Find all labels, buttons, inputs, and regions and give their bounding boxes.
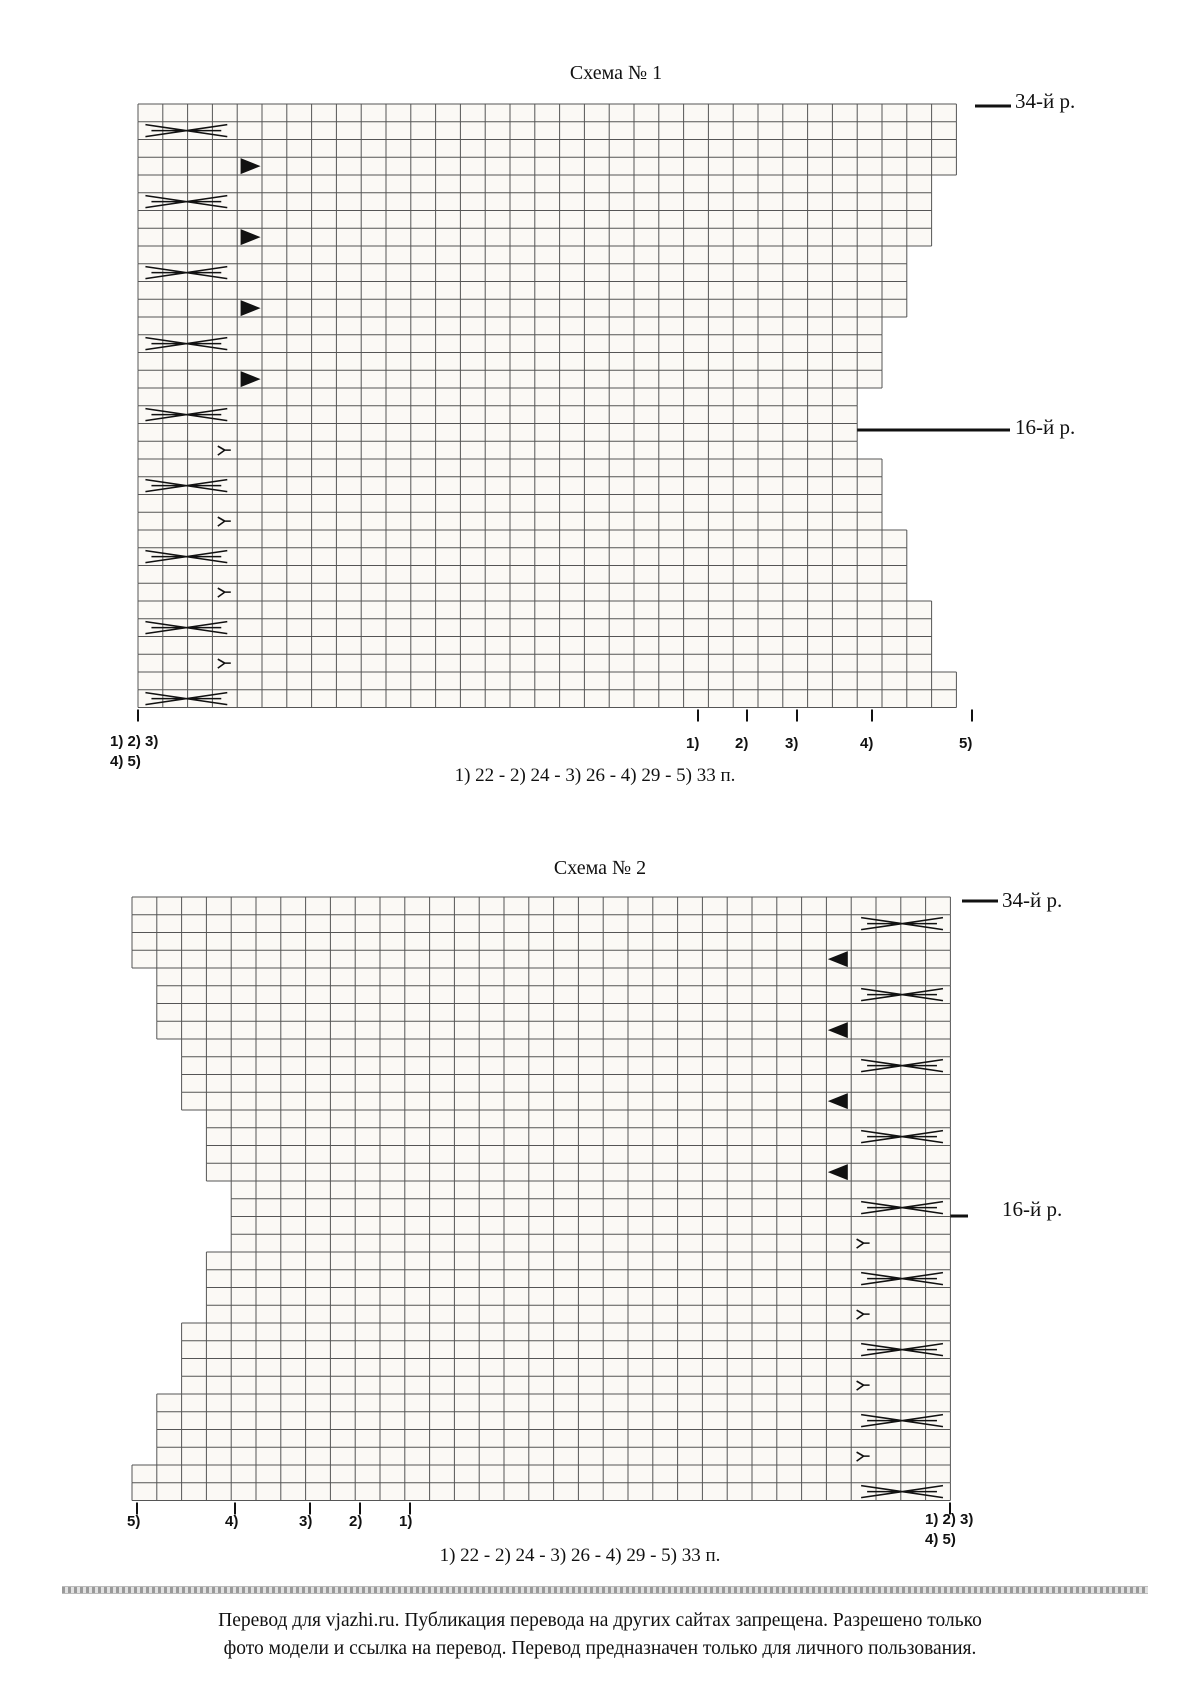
chart-1-size-mark-5: 5) <box>959 735 973 752</box>
chart-1-row-15 <box>138 441 857 459</box>
chart-1-row-18 <box>138 388 857 406</box>
chart-2-top-row-label: 34-й р. <box>1002 888 1063 912</box>
footer-line-1: Перевод для vjazhi.ru. Публикация перевода на других сайтах запрещена. Разрешено только <box>218 1610 982 1631</box>
chart-2-row-17 <box>231 1199 950 1217</box>
chart-2-row-16 <box>231 1217 950 1235</box>
chart-2-row-26 <box>182 1039 951 1057</box>
chart-1-row-31 <box>138 157 956 175</box>
chart-2-corner-marks-line1: 1) 2) 3) <box>925 1511 974 1528</box>
chart-2-row-33 <box>132 915 950 933</box>
chart-1-row-7 <box>138 583 907 601</box>
footer-divider <box>62 1586 1148 1594</box>
chart-2-row-2 <box>132 1465 950 1483</box>
chart-1-row-9 <box>138 548 907 566</box>
chart-1-size-mark-3: 3) <box>785 735 799 752</box>
chart-2-size-mark-1: 1) <box>399 1513 413 1530</box>
chart-2-row-25 <box>182 1057 951 1075</box>
chart-1-row-32 <box>138 140 956 158</box>
chart-2-row-1 <box>132 1483 950 1501</box>
chart-1-row-24 <box>138 282 907 300</box>
chart-2-row-24 <box>182 1075 951 1093</box>
chart-1-size-mark-2: 2) <box>735 735 749 752</box>
chart-1-top-row-label: 34-й р. <box>1015 89 1076 113</box>
chart-2-row-7 <box>182 1376 951 1394</box>
chart-2-mid-row-label: 16-й р. <box>1002 1197 1063 1221</box>
chart-2-title: Схема № 2 <box>553 857 647 879</box>
chart-1-row-10 <box>138 530 907 548</box>
footer-line-2: фото модели и ссылка на перевод. Перевод предназначен только для личного пользования. <box>223 1638 977 1659</box>
chart-1-mid-row-label: 16-й р. <box>1015 415 1076 439</box>
chart-1-title: Схема № 1 <box>569 62 663 84</box>
chart-2-row-8 <box>182 1359 951 1377</box>
chart-2-row-32 <box>132 933 950 951</box>
chart-1-row-33 <box>138 122 956 140</box>
chart-2-row-34 <box>132 897 950 915</box>
chart-1-corner-marks-line2: 4) 5) <box>110 753 141 770</box>
chart-1-row-16 <box>138 424 857 442</box>
chart-2-row-31 <box>132 950 950 968</box>
chart-2-row-9 <box>182 1341 951 1359</box>
chart-1-row-8 <box>138 566 907 584</box>
chart-1-row-34 <box>138 104 956 122</box>
chart-1-row-26 <box>138 246 907 264</box>
chart-2-row-15 <box>231 1234 950 1252</box>
chart-2-size-mark-3: 3) <box>299 1513 313 1530</box>
chart-2-size-mark-5: 5) <box>127 1513 141 1530</box>
chart-2-corner-marks-line2: 4) 5) <box>925 1531 956 1548</box>
chart-1-corner-marks-line1: 1) 2) 3) <box>110 733 159 750</box>
footer-notice <box>60 1607 1140 1663</box>
chart-2-size-mark-4: 4) <box>225 1513 239 1530</box>
chart-1-size-mark-1: 1) <box>686 735 700 752</box>
chart-1-row-1 <box>138 690 956 708</box>
chart-1-row-17 <box>138 406 857 424</box>
chart-1-stitch-counts: 1) 22 - 2) 24 - 3) 26 - 4) 29 - 5) 33 п. <box>454 765 736 786</box>
chart-1-size-mark-4: 4) <box>860 735 874 752</box>
chart-1-row-25 <box>138 264 907 282</box>
chart-2-size-mark-2: 2) <box>349 1513 363 1530</box>
chart-2-stitch-counts: 1) 22 - 2) 24 - 3) 26 - 4) 29 - 5) 33 п. <box>439 1545 721 1566</box>
chart-2-row-10 <box>182 1323 951 1341</box>
chart-1-row-2 <box>138 672 956 690</box>
chart-2-row-18 <box>231 1181 950 1199</box>
